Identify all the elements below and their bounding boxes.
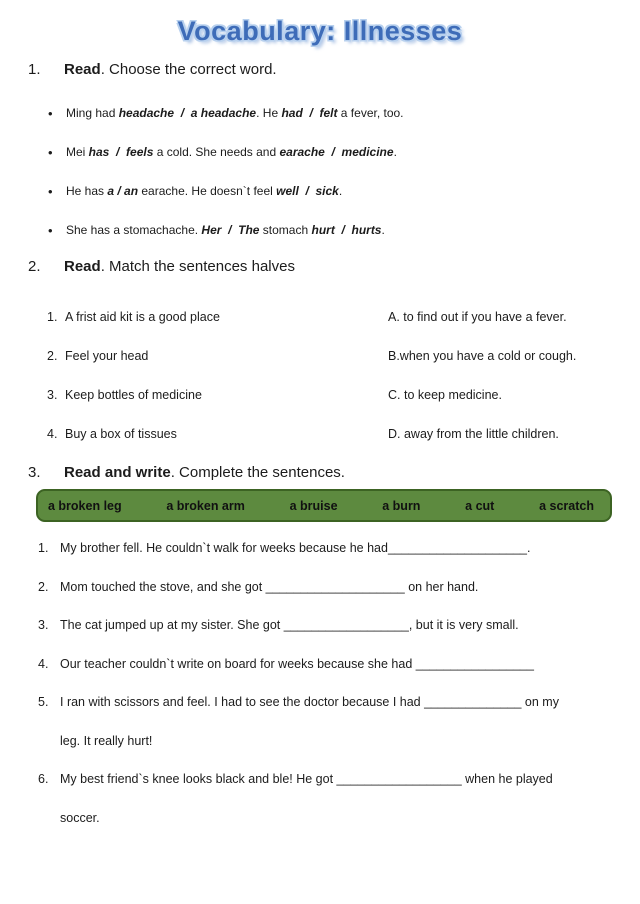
section3-heading-rest: . Complete the sentences. <box>170 464 345 481</box>
word-bank-item: a scratch <box>539 498 594 513</box>
word-bank-item: a burn <box>382 498 421 513</box>
fill-sentence-5-text: I ran with scissors and feel. I had to see the doctor because I had ______________ on my <box>60 695 559 709</box>
match-pair-3-number: 3. <box>47 388 58 402</box>
fill-sentence-5-number: 5. <box>38 695 49 709</box>
match-pair-1-right: A. to find out if you have a fever. <box>388 310 567 324</box>
fill-sentence-2-number: 2. <box>38 579 49 594</box>
bullet-icon: • <box>48 145 53 160</box>
section2-matching-list <box>0 298 640 454</box>
fill-sentence-1-number: 1. <box>38 541 49 555</box>
match-pair-1-left: A frist aid kit is a good place <box>65 310 220 324</box>
fill-sentence-6-number: 6. <box>38 772 49 786</box>
section1-number: 1. <box>28 61 41 78</box>
section3-heading-bold: Read and write <box>64 464 171 481</box>
choice-sentence-3 <box>0 172 640 211</box>
section2-heading-bold: Read <box>64 258 101 275</box>
section3-header <box>0 463 640 483</box>
match-pair-3 <box>0 376 640 415</box>
match-pair-4 <box>0 415 640 454</box>
word-bank-item: a cut <box>465 498 495 513</box>
fill-sentence-6-number-spacer <box>0 799 60 838</box>
choice-sentence-4 <box>0 211 640 250</box>
fill-sentence-5-continuation <box>0 722 640 761</box>
section1-header <box>0 60 640 80</box>
fill-sentence-1-text: My brother fell. He couldn`t walk for weeks because he had____________________. <box>60 541 531 555</box>
word-bank <box>36 489 612 522</box>
section2-header <box>0 257 640 277</box>
fill-sentence-4-number: 4. <box>38 656 49 671</box>
section1-heading-rest: . Choose the correct word. <box>100 61 277 78</box>
section2-heading <box>64 257 640 277</box>
fill-sentence-6-text-line2: soccer. <box>60 810 100 825</box>
word-bank-item: a broken arm <box>166 498 245 513</box>
section1-heading <box>64 60 640 80</box>
choice-sentence-2 <box>0 133 640 172</box>
word-bank-item: a broken leg <box>48 498 122 513</box>
fill-sentence-6-continuation <box>0 799 640 838</box>
choice-sentence-2-text: Mei has / feels a cold. She needs and earache / medicine. <box>66 145 397 159</box>
fill-sentence-3-number: 3. <box>38 618 49 632</box>
fill-sentence-5-text-line2: leg. It really hurt! <box>60 733 153 748</box>
fill-sentence-4 <box>0 645 640 684</box>
match-pair-4-right: D. away from the little children. <box>388 427 559 441</box>
choice-sentence-4-text: She has a stomachache. Her / The stomach hurt / hurts. <box>66 223 385 237</box>
section3-heading <box>64 463 640 483</box>
bullet-icon: • <box>48 184 53 199</box>
fill-sentence-6 <box>0 760 640 799</box>
section3-item-list <box>0 529 640 837</box>
section2-heading-rest: . Match the sentences halves <box>100 258 295 275</box>
word-bank-item: a bruise <box>289 498 338 513</box>
section3-number: 3. <box>28 464 41 481</box>
match-pair-2-number: 2. <box>47 349 58 363</box>
match-pair-1 <box>0 298 640 337</box>
fill-sentence-2-text: Mom touched the stove, and she got ____________________ on her hand. <box>60 579 479 594</box>
fill-sentence-2 <box>0 568 640 607</box>
fill-sentence-5-number-spacer <box>0 722 60 761</box>
match-pair-2-right: B.when you have a cold or cough. <box>388 349 577 363</box>
choice-sentence-3-text: He has a / an earache. He doesn`t feel well / sick. <box>66 184 343 198</box>
section1-bullet-list <box>0 94 640 250</box>
match-pair-3-left: Keep bottles of medicine <box>65 388 202 402</box>
match-pair-2-left: Feel your head <box>65 349 149 363</box>
worksheet-title: Vocabulary: Illnesses <box>177 16 463 46</box>
match-pair-4-left: Buy a box of tissues <box>65 427 177 441</box>
match-pair-4-number: 4. <box>47 427 58 441</box>
section2-number: 2. <box>28 258 41 275</box>
choice-sentence-1-text: Ming had headache / a headache. He had / felt a fever, too. <box>66 106 404 120</box>
fill-sentence-5 <box>0 683 640 722</box>
match-pair-3-right: C. to keep medicine. <box>388 388 502 402</box>
fill-sentence-1 <box>0 529 640 568</box>
match-pair-1-number: 1. <box>47 310 58 324</box>
match-pair-2 <box>0 337 640 376</box>
section1-heading-bold: Read <box>64 61 101 78</box>
bullet-icon: • <box>48 223 53 238</box>
fill-sentence-4-text: Our teacher couldn`t write on board for weeks because she had _________________ <box>60 656 534 671</box>
fill-sentence-6-text: My best friend`s knee looks black and ble! He got __________________ when he played <box>60 772 553 786</box>
fill-sentence-3-text: The cat jumped up at my sister. She got __________________, but it is very small. <box>60 618 519 632</box>
choice-sentence-1 <box>0 94 640 133</box>
bullet-icon: • <box>48 106 53 121</box>
fill-sentence-3 <box>0 606 640 645</box>
